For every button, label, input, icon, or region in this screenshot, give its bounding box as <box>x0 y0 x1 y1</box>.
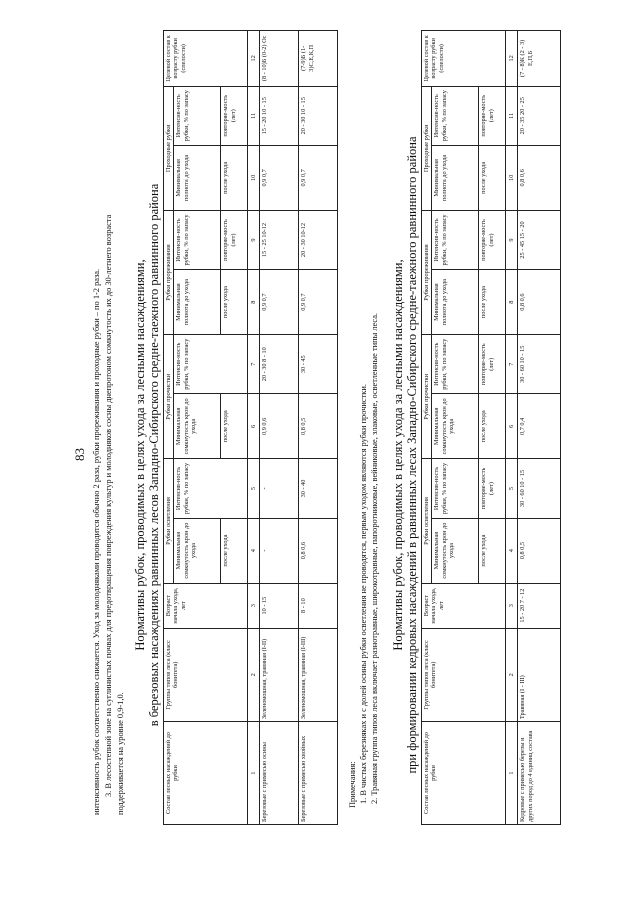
table1-title-line-1: Нормативы рубок, проводимых в целях ухода за лесными насаждениями, <box>133 259 147 651</box>
t1-r2-cleaning-int: 30 - 45 <box>299 335 338 394</box>
t2-r1-composition: Кедровые с примесью березы и других пород до 4 единиц состава <box>518 722 561 825</box>
t2-head-cleaning-min: Минимальная сомкнутость крон до ухода <box>432 394 479 459</box>
table2-title-line-1: Нормативы рубок, проводимых в целях ухода за лесными насаждениями, <box>391 259 405 651</box>
t1-head-thinning: Рубки прореживания <box>164 210 174 334</box>
t2-colnum: 5 <box>506 459 518 518</box>
t1-r2-passing-min: 0,9 0,7 <box>299 145 338 210</box>
t2-head-passing-int: Интенсив-ность рубки, % по запасу <box>432 86 479 145</box>
t1-head-cleaning-after: после ухода <box>221 394 248 459</box>
t1-r1-thinning-min: 0,9 0,7 <box>260 270 299 335</box>
t1-r1-clearing-min: - <box>260 518 299 583</box>
t1-r2-forest-types: Зеленомошная, травяная (I-III) <box>299 628 338 721</box>
t1-head-thinning-int: Интенсив-ность рубки, % по запасу <box>174 210 221 269</box>
t1-head-clearing-int: Интенсив-ность рубки, % по запасу <box>174 459 248 518</box>
table2 <box>421 30 561 825</box>
t1-r2-thinning-int: 20 - 30 10-12 <box>299 210 338 269</box>
t1-colnum: 6 <box>248 394 260 459</box>
t2-head-passing: Проходные рубки <box>422 86 432 210</box>
t2-head-cleaning-after: после ухода <box>479 394 506 459</box>
t1-head-thinning-min: Минимальная полнота до ухода <box>174 270 221 335</box>
t1-r2-passing-int: 20 - 30 10 - 15 <box>299 86 338 145</box>
t2-colnum: 7 <box>506 335 518 394</box>
note-2: 2. Травяная группа типов леса включает разнотравные, широкотравные, папоротниковые, вейниковые, злаковые, осветленные типы леса. <box>370 312 379 804</box>
intro-line-2: 3. В лесостепной зоне на суглинистых почвах для предотвращения повреждения культур и молодняков сосны днепротоном сомкнутость их до 30-летнего возраста <box>104 214 113 797</box>
t2-r1-thinning-min: 0,8 0,6 <box>518 270 561 335</box>
t2-colnum: 10 <box>506 145 518 210</box>
t1-r2-target: (7-9)Б (1-3)С,Е,К,П <box>299 31 338 87</box>
t2-head-composition: Состав лесных насаждений до рубки <box>422 722 506 825</box>
t2-r1-thinning-int: 25 - 45 15 - 20 <box>518 210 561 269</box>
t2-head-passing-after: после ухода <box>479 145 506 210</box>
t1-r1-clearing-int: - <box>260 459 299 518</box>
t2-colnum: 4 <box>506 518 518 583</box>
t1-head-clearing: Рубки осветления <box>164 459 174 583</box>
t1-head-passing-min: Минимальная полнота до ухода <box>174 145 221 210</box>
t1-r1-passing-int: 15 - 20 10 - 15 <box>260 86 299 145</box>
t1-r1-cleaning-min: 0,9 0,6 <box>260 394 299 459</box>
t2-head-target: Целевой состав к возрасту рубки (спелости) <box>422 31 506 87</box>
t2-head-age-start: Возраст начала ухода, лет <box>422 583 506 628</box>
t1-r1-age-start: 10 - 15 <box>260 583 299 628</box>
t2-head-thinning-int: Интенсив-ность рубки, % по запасу <box>432 210 479 269</box>
t2-head-cleaning-repeat: повторяе-мость (лет) <box>479 335 506 394</box>
t1-head-cleaning: Рубки прочистки <box>164 335 174 459</box>
t1-r2-clearing-min: 0,8 0,6 <box>299 518 338 583</box>
t1-head-clearing-after: после ухода <box>221 518 248 583</box>
t2-head-passing-repeat: повторяе-мость (лет) <box>479 86 506 145</box>
page-number: 83 <box>72 448 87 461</box>
t2-r1-forest-types: Травяная (I - III) <box>518 628 561 721</box>
t2-colnum: 11 <box>506 86 518 145</box>
t1-colnum: 2 <box>248 628 260 721</box>
t1-head-passing: Проходные рубки <box>164 86 174 210</box>
t2-r1-passing-min: 0,8 0,6 <box>518 145 561 210</box>
t2-colnum: 2 <box>506 628 518 721</box>
t2-head-clearing-after: после ухода <box>479 518 506 583</box>
t2-head-clearing: Рубки осветления <box>422 459 432 583</box>
t2-r1-passing-int: 20 - 35 20 - 25 <box>518 86 561 145</box>
t1-r1-composition: Березовые с примесью осины <box>260 722 299 825</box>
t1-head-passing-int: Интенсив-ность рубки, % по запасу <box>174 86 221 145</box>
t1-head-thinning-after: после ухода <box>221 270 248 335</box>
t2-colnum: 8 <box>506 270 518 335</box>
t2-colnum: 1 <box>506 722 518 825</box>
t1-head-passing-repeat: повторяе-мость (лет) <box>221 86 248 145</box>
t2-head-thinning-repeat: повторяе-мость (лет) <box>479 210 506 269</box>
t1-colnum: 8 <box>248 270 260 335</box>
t2-head-clearing-int: Интенсив-ность рубки, % по запасу <box>432 459 479 518</box>
t2-colnum: 6 <box>506 394 518 459</box>
t2-r1-age-start: 15 - 20 7 - 12 <box>518 583 561 628</box>
t1-colnum: 3 <box>248 583 260 628</box>
t2-head-forest-types: Группы типов леса (класс бонитета) <box>422 628 506 721</box>
table2-title-line-2: при формировании кедровых насаждений в равнинных лесах Западно-Сибирского средне-таежного равнинного района <box>405 136 419 774</box>
t2-head-thinning-min: Минимальная полнота до ухода <box>432 270 479 335</box>
t1-colnum: 7 <box>248 335 260 394</box>
t1-r1-passing-min: 0,9 0,7 <box>260 145 299 210</box>
t2-r1-cleaning-min: 0,7 0,4 <box>518 394 561 459</box>
t2-head-cleaning-int: Интенсив-ность рубки, % по запасу <box>432 335 479 394</box>
t1-head-age-start: Возраст начала ухода, лет <box>164 583 248 628</box>
t1-head-clearing-min: Минимальная сомкнутость крон до ухода <box>174 518 221 583</box>
t1-colnum: 1 <box>248 722 260 825</box>
t2-colnum: 9 <box>506 210 518 269</box>
t1-head-composition: Состав лесных насаждений до рубки <box>164 722 248 825</box>
t2-colnum: 12 <box>506 31 518 87</box>
t1-head-forest-types: Группы типов леса (класс бонитета) <box>164 628 248 721</box>
t2-head-thinning-after: после ухода <box>479 270 506 335</box>
t1-head-cleaning-int: Интенсив-ность рубки, % по запасу <box>174 335 248 394</box>
t1-colnum: 9 <box>248 210 260 269</box>
t2-head-clearing-min: Минимальная сомкнутость крон до ухода <box>432 518 479 583</box>
t1-head-cleaning-min: Минимальная сомкнутость крон до ухода <box>174 394 221 459</box>
t1-r1-cleaning-int: 20 - 30 8 - 10 <box>260 335 299 394</box>
t2-head-clearing-repeat: повторяе-мость (лет) <box>479 459 506 518</box>
t1-r1-thinning-int: 15 - 25 10-12 <box>260 210 299 269</box>
t1-r2-clearing-int: 30 - 40 <box>299 459 338 518</box>
t1-r1-forest-types: Зеленомошная, травяная (I-II) <box>260 628 299 721</box>
table1 <box>163 30 338 825</box>
t1-colnum: 5 <box>248 459 260 518</box>
t1-colnum: 11 <box>248 86 260 145</box>
t1-head-passing-after: после ухода <box>221 145 248 210</box>
t2-head-passing-min: Минимальная полнота до ухода <box>432 145 479 210</box>
table-row <box>299 31 338 825</box>
t2-colnum: 3 <box>506 583 518 628</box>
t2-r1-clearing-int: 30 - 60 10 - 15 <box>518 459 561 518</box>
t1-r1-target: (8 - 10)Б (0-2) Ос <box>260 31 299 87</box>
t1-head-thinning-repeat: повторяе-мость (лет) <box>221 210 248 269</box>
note-1: 1. В чистых березняках и с долей осины рубки осветления не проводятся, первым уходом являются рубки прочистки. <box>359 384 368 804</box>
t1-r2-thinning-min: 0,9 0,7 <box>299 270 338 335</box>
t1-r2-composition: Березовые с примесью хвойных <box>299 722 338 825</box>
t2-head-cleaning: Рубки прочистки <box>422 335 432 459</box>
t2-r1-cleaning-int: 30 - 60 10 - 15 <box>518 335 561 394</box>
table-row <box>260 31 299 825</box>
t1-colnum: 10 <box>248 145 260 210</box>
table1-title-line-2: в березовых насаждениях равнинных лесов Западно-Сибирского средне-таежного равнинного района <box>147 183 161 727</box>
t1-colnum: 12 <box>248 31 260 87</box>
t2-r1-clearing-min: 0,8 0,5 <box>518 518 561 583</box>
intro-line-1: интенсивность рубок соответственно снижается. Уход за молодняками проводится обычно 2 раза, рубки прореживания и проходные рубки – по 1-2 раза. <box>92 268 101 815</box>
t1-r2-cleaning-min: 0,8 0,5 <box>299 394 338 459</box>
table-row <box>518 31 561 825</box>
t2-r1-target: (7 - 8)К (2 - 3) Е,П,Б <box>518 31 561 87</box>
t1-colnum: 4 <box>248 518 260 583</box>
t1-head-target: Целевой состав к возрасту рубки (спелости) <box>164 31 248 87</box>
intro-line-3: поддерживается на уровне 0,9-1,0. <box>116 692 125 815</box>
t2-head-thinning: Рубки прореживания <box>422 210 432 334</box>
t1-r2-age-start: 8 - 10 <box>299 583 338 628</box>
notes-header: Примечания: <box>348 761 357 808</box>
